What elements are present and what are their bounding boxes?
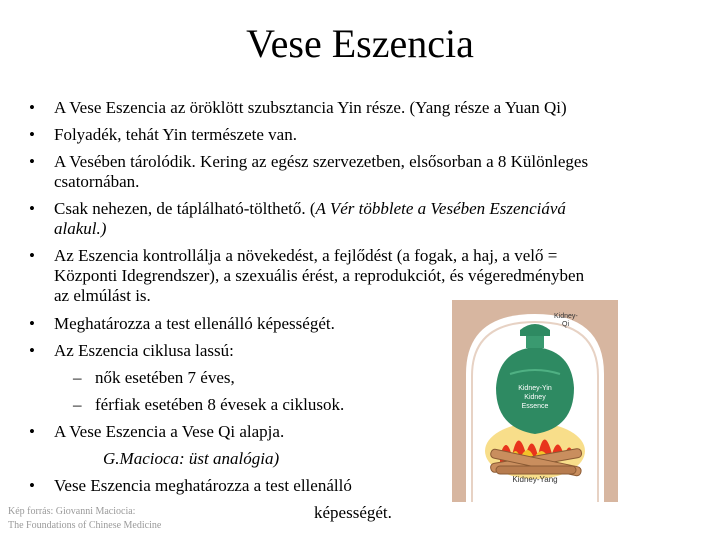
bullet-text-9-line2: képességét. [314, 503, 392, 522]
label-kidney-qi-1: Kidney- [554, 313, 578, 320]
bullet-marker: • [29, 199, 35, 218]
pot-neck [526, 336, 544, 348]
bullet-marker: • [29, 422, 35, 441]
sub-dash: – [73, 395, 82, 414]
kidney-essence-cauldron-illustration [450, 296, 620, 504]
bullet-text-4-line2: alakul.) [54, 219, 107, 238]
bullet-text-5-line1: Az Eszencia kontrollálja a növekedést, a fejlődést (a fogak, a haj, a velő = [54, 246, 558, 265]
image-source-line2: The Foundations of Chinese Medicine [8, 520, 162, 531]
bullet-text-4-italic: A Vér többlete a Vesében Eszenciává [315, 199, 566, 218]
label-kidney-qi-2: Qi [562, 321, 569, 328]
bullet-marker: • [29, 476, 35, 495]
bullet-text-6: Meghatározza a test ellenálló képességét. [54, 314, 335, 333]
bullet-text-7: Az Eszencia ciklusa lassú: [54, 341, 234, 360]
sub-item-2: férfiak esetében 8 évesek a ciklusok. [95, 395, 345, 414]
label-kidney: Kidney [524, 394, 546, 401]
analogy-note: G.Macioca: üst analógia) [103, 449, 280, 468]
label-essence: Essence [521, 403, 549, 410]
label-kidney-yin: Kidney-Yin [518, 385, 552, 392]
bullet-text-5-line3: az elmúlást is. [54, 286, 151, 305]
page-title: Vese Eszencia [246, 21, 474, 66]
image-source-line1: Kép forrás: Giovanni Maciocia: [8, 506, 136, 517]
sub-dash: – [73, 368, 82, 387]
bullet-marker: • [29, 314, 35, 333]
bullet-text-8: A Vese Eszencia a Vese Qi alapja. [54, 422, 285, 441]
log [496, 466, 576, 474]
bullet-text-5-line2: Központi Idegrendszer), a szexuális érést, a reprodukciót, és végeredményben [54, 266, 585, 285]
bullet-text-9-line1: Vese Eszencia meghatározza a test ellenálló [54, 476, 352, 495]
bullet-marker: • [29, 341, 35, 360]
bullet-text-1: A Vese Eszencia az öröklött szubsztancia Yin része. (Yang része a Yuan Qi) [54, 98, 567, 117]
bullet-text-4-line1 [54, 199, 566, 219]
label-kidney-yang: Kidney-Yang [512, 475, 558, 484]
bullet-marker: • [29, 246, 35, 265]
bullet-text-3-line2: csatornában. [54, 172, 140, 191]
bullet-marker: • [29, 125, 35, 144]
bullet-marker: • [29, 152, 35, 171]
bullet-text-4-plain: Csak nehezen, de táplálható-tölthető. ( [54, 199, 316, 218]
sub-item-1: nők esetében 7 éves, [95, 368, 235, 387]
bullet-text-2: Folyadék, tehát Yin természete van. [54, 125, 297, 144]
bullet-marker: • [29, 98, 35, 117]
bullet-text-3-line1: A Vesében tárolódik. Kering az egész szervezetben, elsősorban a 8 Különleges [54, 152, 589, 171]
